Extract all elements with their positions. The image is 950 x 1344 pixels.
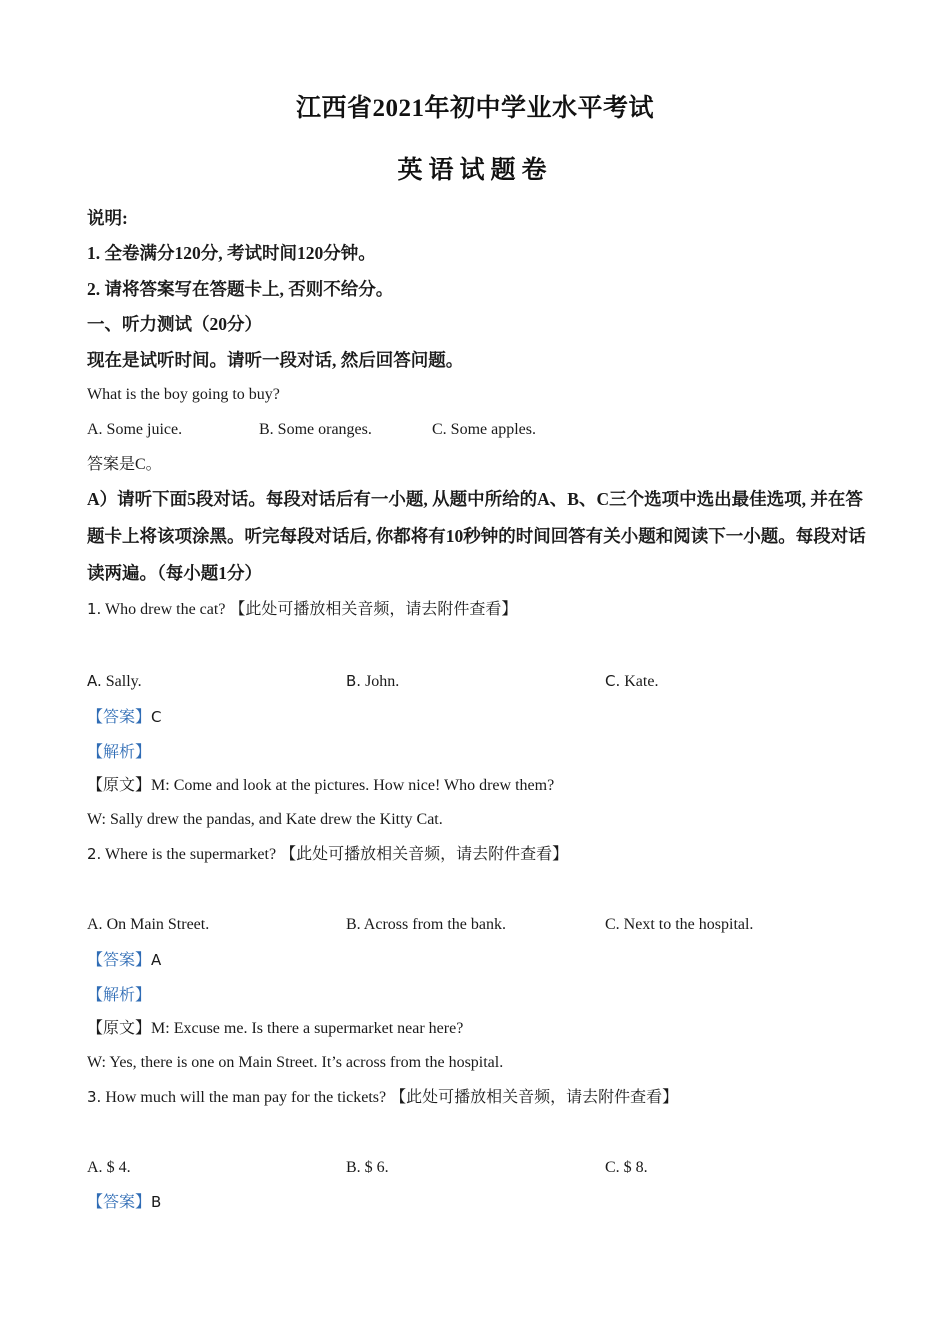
q2-option-b: B. Across from the bank. xyxy=(346,916,506,933)
q3-option-a: A. $ 4. xyxy=(87,1159,131,1176)
part-a-instructions: A）请听下面5段对话。每段对话后有一小题, 从题中所给的A、B、C三个选项中选出最佳选项, 并在答题卡上将该项涂黑。听完每段对话后, 你都将有10秒钟的时间回答有关小题和阅读下一小题。每段对话读两遍。（每小题1分） xyxy=(87,489,866,583)
q2-analysis-tag: 【解析】 xyxy=(87,987,152,1004)
q1-analysis-tag: 【解析】 xyxy=(87,744,152,761)
instruction-item-2: 2. 请将答案写在答题卡上, 否则不给分。 xyxy=(87,279,394,299)
section-heading: 一、听力测试（20分） xyxy=(87,314,262,334)
question-text: How much will the man pay for the tickets? xyxy=(105,1089,387,1106)
practice-answer: 答案是C。 xyxy=(87,456,162,473)
question-text: Who drew the cat? xyxy=(105,601,226,618)
answer-value: B xyxy=(151,1193,162,1211)
exam-title: 江西省2021年初中学业水平考试 xyxy=(295,95,654,122)
answer-value: C xyxy=(151,708,162,726)
question-1 xyxy=(87,599,877,620)
original-tag: 【原文】 xyxy=(87,1020,152,1037)
answer-tag: 【答案】 xyxy=(87,709,152,726)
audio-note: 【此处可播放相关音频，请去附件查看】 xyxy=(390,1089,679,1106)
q2-transcript-2: W: Yes, there is one on Main Street. It’s across from the hospital. xyxy=(87,1054,504,1071)
question-3 xyxy=(87,1087,877,1108)
q1-option-c: C. Kate. xyxy=(605,672,659,690)
question-number: 1. xyxy=(87,600,102,618)
practice-question: What is the boy going to buy? xyxy=(87,386,280,403)
practice-option-c: C. Some apples. xyxy=(432,421,536,438)
instruction-item-1: 1. 全卷满分120分, 考试时间120分钟。 xyxy=(87,243,376,263)
q3-option-c: C. $ 8. xyxy=(605,1159,648,1176)
instructions-label: 说明: xyxy=(87,208,128,228)
q1-option-a: A. Sally. xyxy=(87,672,142,690)
question-number: 2. xyxy=(87,845,102,863)
question-text: Where is the supermarket? xyxy=(105,846,277,863)
q2-option-a: A. On Main Street. xyxy=(87,916,210,933)
original-tag: 【原文】 xyxy=(87,777,152,794)
q2-transcript-1: 【原文】M: Excuse me. Is there a supermarket near here? xyxy=(87,1020,464,1037)
answer-tag: 【答案】 xyxy=(87,1194,152,1211)
q3-option-b: B. $ 6. xyxy=(346,1159,389,1176)
question-number: 3. xyxy=(87,1088,102,1106)
answer-value: A xyxy=(151,951,162,969)
exam-subtitle: 英语试题卷 xyxy=(397,157,553,184)
question-2 xyxy=(87,844,877,865)
practice-intro: 现在是试听时间。请听一段对话, 然后回答问题。 xyxy=(87,350,464,370)
practice-option-a: A. Some juice. xyxy=(87,421,183,438)
audio-note: 【此处可播放相关音频，请去附件查看】 xyxy=(280,846,569,863)
q1-answer xyxy=(87,707,877,728)
q1-transcript-1: 【原文】M: Come and look at the pictures. How nice! Who drew them? xyxy=(87,777,555,794)
q1-option-b: B. John. xyxy=(346,672,400,690)
q2-option-c: C. Next to the hospital. xyxy=(605,916,754,933)
practice-option-b: B. Some oranges. xyxy=(259,421,372,438)
q1-transcript-2: W: Sally drew the pandas, and Kate drew the Kitty Cat. xyxy=(87,811,443,828)
answer-tag: 【答案】 xyxy=(87,952,152,969)
audio-note: 【此处可播放相关音频，请去附件查看】 xyxy=(229,601,518,618)
q3-answer xyxy=(87,1192,877,1213)
q2-answer xyxy=(87,950,877,971)
